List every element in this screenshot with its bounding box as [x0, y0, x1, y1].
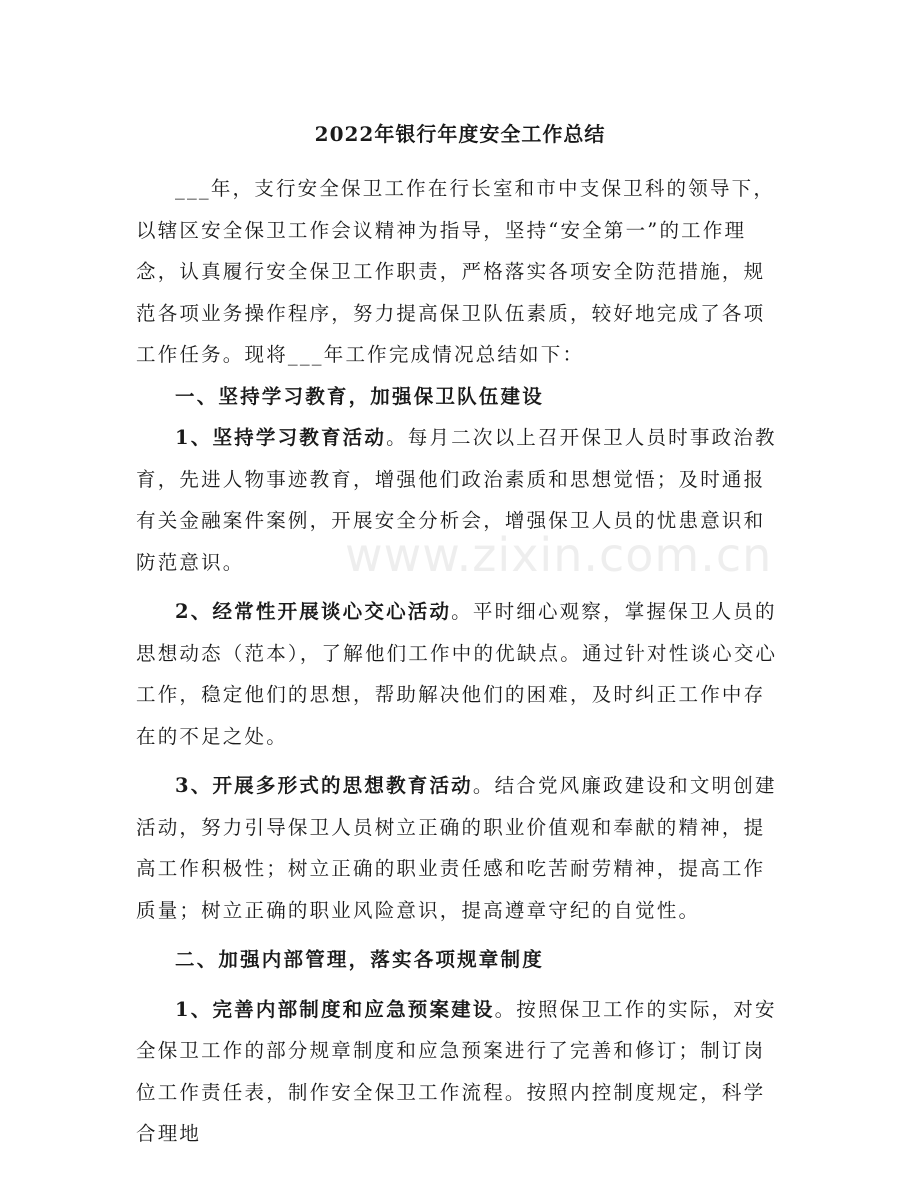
document-body — [136, 168, 786, 1155]
item-text: 。平时细心观察，掌握保卫人员的思想动态（范本），了解他们工作中的优缺点。通过针对性谈心交心工作，稳定他们的思想，帮助解决他们的困难，及时纠正工作中存在的不足之处。 — [136, 600, 778, 748]
item-lead: 1、坚持学习教育活动 — [175, 426, 387, 449]
item-lead: 1、完善内部制度和应急预案建设 — [175, 997, 495, 1021]
item-text: 。每月二次以上召开保卫人员时事政治教育，先进人物事迹教育，增强他们政治素质和思想觉悟；及时通报有关金融案件案例，开展安全分析会，增强保卫人员的忧患意识和防范意识。 — [136, 426, 777, 574]
section-1-heading: 一、坚持学习教育，加强保卫队伍建设 — [175, 384, 544, 408]
item-lead: 2、经常性开展谈心交心活动 — [175, 600, 452, 623]
item-text: 。结合党风廉政建设和文明创建活动，努力引导保卫人员树立正确的职业价值观和奉献的精神，提高工作积极性；树立正确的职业责任感和吃苦耐劳精神，提高工作质量；树立正确的职业风险意识，提高遵章守纪的自觉性。 — [136, 774, 777, 922]
item-text: 。按照保卫工作的实际，对安全保卫工作的部分规章制度和应急预案进行了完善和修订；制订岗位工作责任表，制作安全保卫工作流程。按照内控制度规定，科学合理地 — [136, 997, 777, 1145]
section-2-item-1 — [136, 989, 786, 1155]
section-1-item-1 — [136, 417, 786, 583]
section-1-item-3 — [136, 765, 786, 931]
document-title: 2022年银行年度安全工作总结 — [314, 122, 606, 146]
intro-paragraph: ___年，支行安全保卫工作在行长室和市中支保卫科的领导下，以辖区安全保卫工作会议精神为指导，坚持“安全第一”的工作理念，认真履行安全保卫工作职责，严格落实各项安全防范措施，规范各项业务操作程序，努力提高保卫队伍素质，较好地完成了各项工作任务。现将___年工作完成情况总结如下： — [136, 177, 776, 366]
item-lead: 3、开展多形式的思想教育活动 — [175, 774, 473, 797]
section-1-item-2 — [136, 591, 786, 757]
section-2-heading: 二、加强内部管理，落实各项规章制度 — [175, 948, 544, 971]
watermark: www.zixin.com.cn — [345, 528, 773, 582]
